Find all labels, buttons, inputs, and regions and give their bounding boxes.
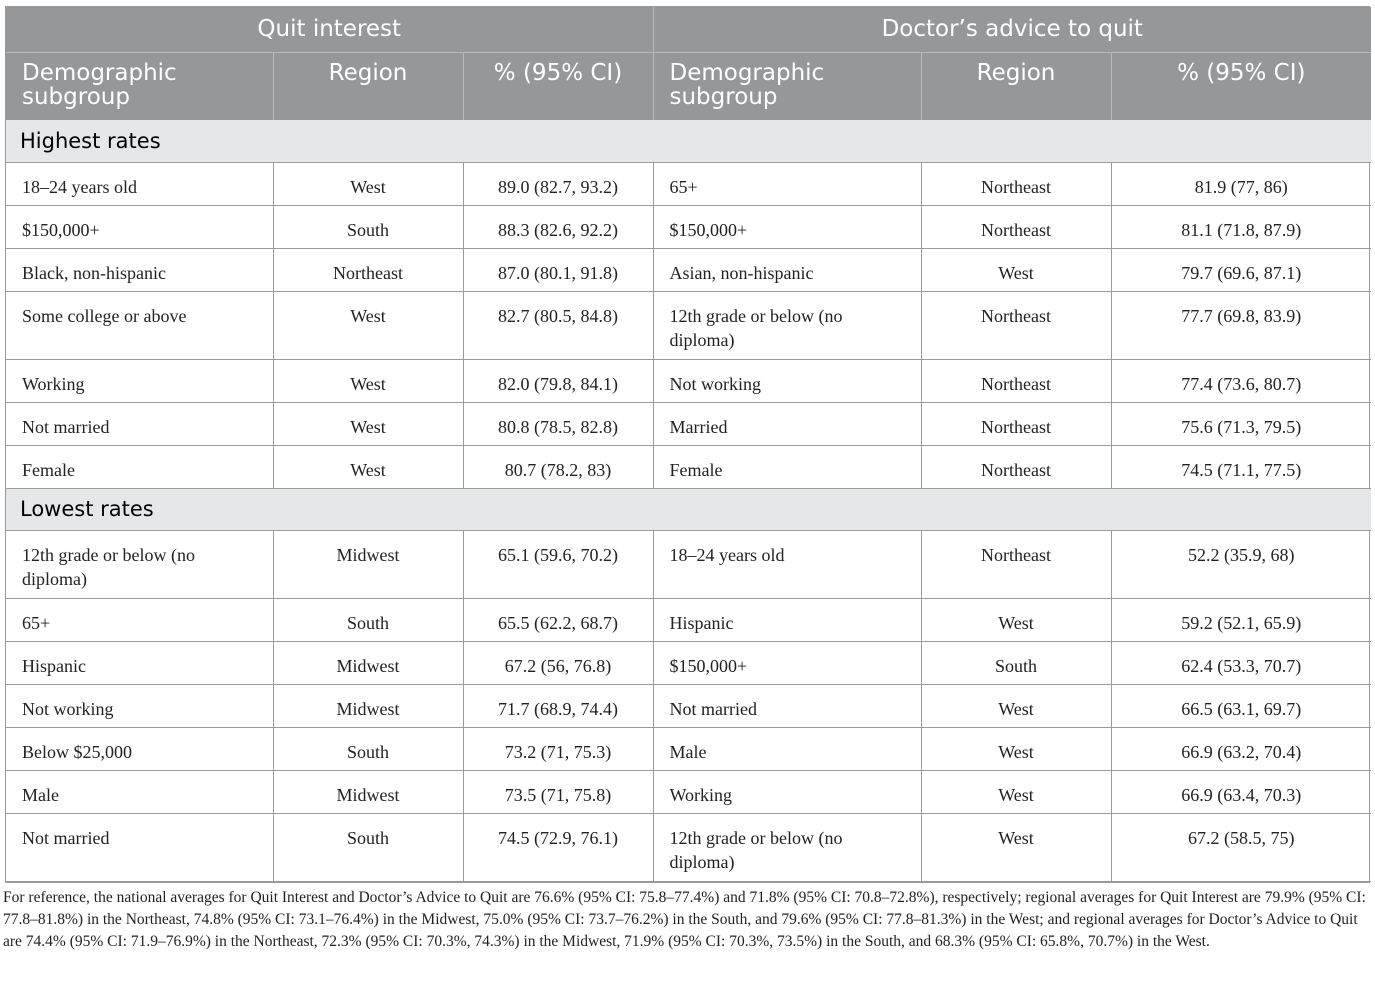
table-row (6, 641, 1371, 684)
table-body (6, 120, 1371, 881)
doctor-percent-cell: 79.7 (69.6, 87.1) (1111, 248, 1371, 291)
quit-percent-cell: 65.1 (59.6, 70.2) (463, 530, 653, 598)
quit-region-cell: South (273, 727, 463, 770)
quit-percent-cell: 73.2 (71, 75.3) (463, 727, 653, 770)
table-row (6, 291, 1371, 359)
doctor-percent-cell: 62.4 (53.3, 70.7) (1111, 641, 1371, 684)
doctor-subgroup-cell: Not married (653, 684, 921, 727)
doctor-subgroup-cell: $150,000+ (653, 205, 921, 248)
doctor-region-cell: West (921, 598, 1111, 641)
quit-subgroup-cell: Not working (6, 684, 273, 727)
table-row (6, 359, 1371, 402)
quit-subgroup-cell: 18–24 years old (6, 162, 273, 205)
quit-region-cell: Midwest (273, 770, 463, 813)
quit-percent-cell: 82.7 (80.5, 84.8) (463, 291, 653, 359)
data-table (6, 7, 1371, 882)
quit-percent-cell: 82.0 (79.8, 84.1) (463, 359, 653, 402)
quit-region-cell: West (273, 402, 463, 445)
section-header-row (6, 488, 1371, 530)
doctor-subgroup-cell: 12th grade or below (no diploma) (653, 291, 921, 359)
quit-region-cell: Midwest (273, 684, 463, 727)
col-header-percent: % (95% CI) (463, 52, 653, 120)
doctor-region-cell: West (921, 248, 1111, 291)
quit-percent-cell: 71.7 (68.9, 74.4) (463, 684, 653, 727)
table-row (6, 205, 1371, 248)
quit-percent-cell: 80.7 (78.2, 83) (463, 445, 653, 488)
quit-percent-cell: 80.8 (78.5, 82.8) (463, 402, 653, 445)
doctor-subgroup-cell: 18–24 years old (653, 530, 921, 598)
doctor-percent-cell: 77.7 (69.8, 83.9) (1111, 291, 1371, 359)
doctor-region-cell: South (921, 641, 1111, 684)
table-row (6, 402, 1371, 445)
doctor-subgroup-cell: Working (653, 770, 921, 813)
quit-percent-cell: 87.0 (80.1, 91.8) (463, 248, 653, 291)
table-row (6, 248, 1371, 291)
doctor-region-cell: Northeast (921, 205, 1111, 248)
doctor-percent-cell: 74.5 (71.1, 77.5) (1111, 445, 1371, 488)
group-header-doctor-advice: Doctor’s advice to quit (653, 7, 1371, 52)
quit-percent-cell: 73.5 (71, 75.8) (463, 770, 653, 813)
doctor-percent-cell: 67.2 (58.5, 75) (1111, 813, 1371, 881)
doctor-percent-cell: 66.5 (63.1, 69.7) (1111, 684, 1371, 727)
table-footnote: For reference, the national averages for Quit Interest and Doctor’s Advice to Quit are 76.6% (95% CI: 75.8–77.4%) and 71.8% (95% CI: 70.8–72.8%), respectively; regional averages for Quit Interest are 79.9% (95% CI: 77.8–81.8%) in the Northeast, 74.8% (95% CI: 73.1–76.4%) in the Midwest, 75.0% (95% CI: 73.7–76.2%) in the South, and 79.6% (95% CI: 77.8–81.3%) in the West; and regional averages for Doctor’s Advice to Quit are 74.4% (95% CI: 71.9–76.9%) in the Northeast, 72.3% (95% CI: 70.3%, 74.3%) in the Midwest, 71.9% (95% CI: 70.3%, 73.5%) in the South, and 68.3% (95% CI: 65.8%, 70.7%) in the West. (3, 888, 1366, 950)
quit-subgroup-cell: Not married (6, 813, 273, 881)
table-row (6, 813, 1371, 881)
group-header-quit-interest: Quit interest (6, 7, 653, 52)
col-header-region: Region (921, 52, 1111, 120)
doctor-percent-cell: 52.2 (35.9, 68) (1111, 530, 1371, 598)
doctor-region-cell: West (921, 684, 1111, 727)
doctor-subgroup-cell: 12th grade or below (no diploma) (653, 813, 921, 881)
group-header-row (6, 7, 1371, 52)
doctor-percent-cell: 59.2 (52.1, 65.9) (1111, 598, 1371, 641)
table-row (6, 684, 1371, 727)
quit-region-cell: South (273, 813, 463, 881)
quit-subgroup-cell: Female (6, 445, 273, 488)
quit-percent-cell: 65.5 (62.2, 68.7) (463, 598, 653, 641)
table-row (6, 727, 1371, 770)
doctor-region-cell: Northeast (921, 162, 1111, 205)
section-header-row (6, 120, 1371, 162)
doctor-region-cell: Northeast (921, 402, 1111, 445)
column-header-row (6, 52, 1371, 120)
doctor-region-cell: Northeast (921, 530, 1111, 598)
doctor-region-cell: West (921, 813, 1111, 881)
doctor-percent-cell: 77.4 (73.6, 80.7) (1111, 359, 1371, 402)
table-row (6, 445, 1371, 488)
quit-subgroup-cell: Some college or above (6, 291, 273, 359)
doctor-percent-cell: 81.1 (71.8, 87.9) (1111, 205, 1371, 248)
quit-subgroup-cell: Below $25,000 (6, 727, 273, 770)
doctor-subgroup-cell: Male (653, 727, 921, 770)
table-container (5, 6, 1370, 953)
quit-region-cell: South (273, 598, 463, 641)
quit-subgroup-cell: 65+ (6, 598, 273, 641)
col-header-subgroup: Demographic subgroup (6, 52, 273, 120)
doctor-subgroup-cell: 65+ (653, 162, 921, 205)
doctor-subgroup-cell: $150,000+ (653, 641, 921, 684)
col-header-percent: % (95% CI) (1111, 52, 1371, 120)
table-row (6, 598, 1371, 641)
doctor-percent-cell: 75.6 (71.3, 79.5) (1111, 402, 1371, 445)
col-header-region: Region (273, 52, 463, 120)
doctor-subgroup-cell: Not working (653, 359, 921, 402)
section-title: Highest rates (6, 120, 1371, 162)
doctor-region-cell: West (921, 727, 1111, 770)
quit-percent-cell: 89.0 (82.7, 93.2) (463, 162, 653, 205)
quit-region-cell: Midwest (273, 641, 463, 684)
quit-subgroup-cell: Male (6, 770, 273, 813)
quit-region-cell: West (273, 291, 463, 359)
quit-percent-cell: 74.5 (72.9, 76.1) (463, 813, 653, 881)
quit-subgroup-cell: 12th grade or below (no diploma) (6, 530, 273, 598)
quit-region-cell: West (273, 359, 463, 402)
quit-subgroup-cell: Working (6, 359, 273, 402)
quit-subgroup-cell: Not married (6, 402, 273, 445)
doctor-region-cell: West (921, 770, 1111, 813)
doctor-region-cell: Northeast (921, 291, 1111, 359)
doctor-percent-cell: 66.9 (63.2, 70.4) (1111, 727, 1371, 770)
col-header-subgroup: Demographic subgroup (653, 52, 921, 120)
doctor-subgroup-cell: Married (653, 402, 921, 445)
quit-region-cell: South (273, 205, 463, 248)
quit-percent-cell: 67.2 (56, 76.8) (463, 641, 653, 684)
quit-region-cell: West (273, 445, 463, 488)
quit-subgroup-cell: $150,000+ (6, 205, 273, 248)
doctor-region-cell: Northeast (921, 445, 1111, 488)
doctor-percent-cell: 66.9 (63.4, 70.3) (1111, 770, 1371, 813)
quit-subgroup-cell: Hispanic (6, 641, 273, 684)
table-row (6, 162, 1371, 205)
quit-region-cell: Northeast (273, 248, 463, 291)
quit-region-cell: West (273, 162, 463, 205)
table-row (6, 530, 1371, 598)
doctor-subgroup-cell: Female (653, 445, 921, 488)
quit-percent-cell: 88.3 (82.6, 92.2) (463, 205, 653, 248)
quit-subgroup-cell: Black, non-hispanic (6, 248, 273, 291)
doctor-subgroup-cell: Hispanic (653, 598, 921, 641)
doctor-percent-cell: 81.9 (77, 86) (1111, 162, 1371, 205)
table-frame (5, 6, 1370, 883)
doctor-region-cell: Northeast (921, 359, 1111, 402)
doctor-subgroup-cell: Asian, non-hispanic (653, 248, 921, 291)
table-row (6, 770, 1371, 813)
section-title: Lowest rates (6, 488, 1371, 530)
quit-region-cell: Midwest (273, 530, 463, 598)
